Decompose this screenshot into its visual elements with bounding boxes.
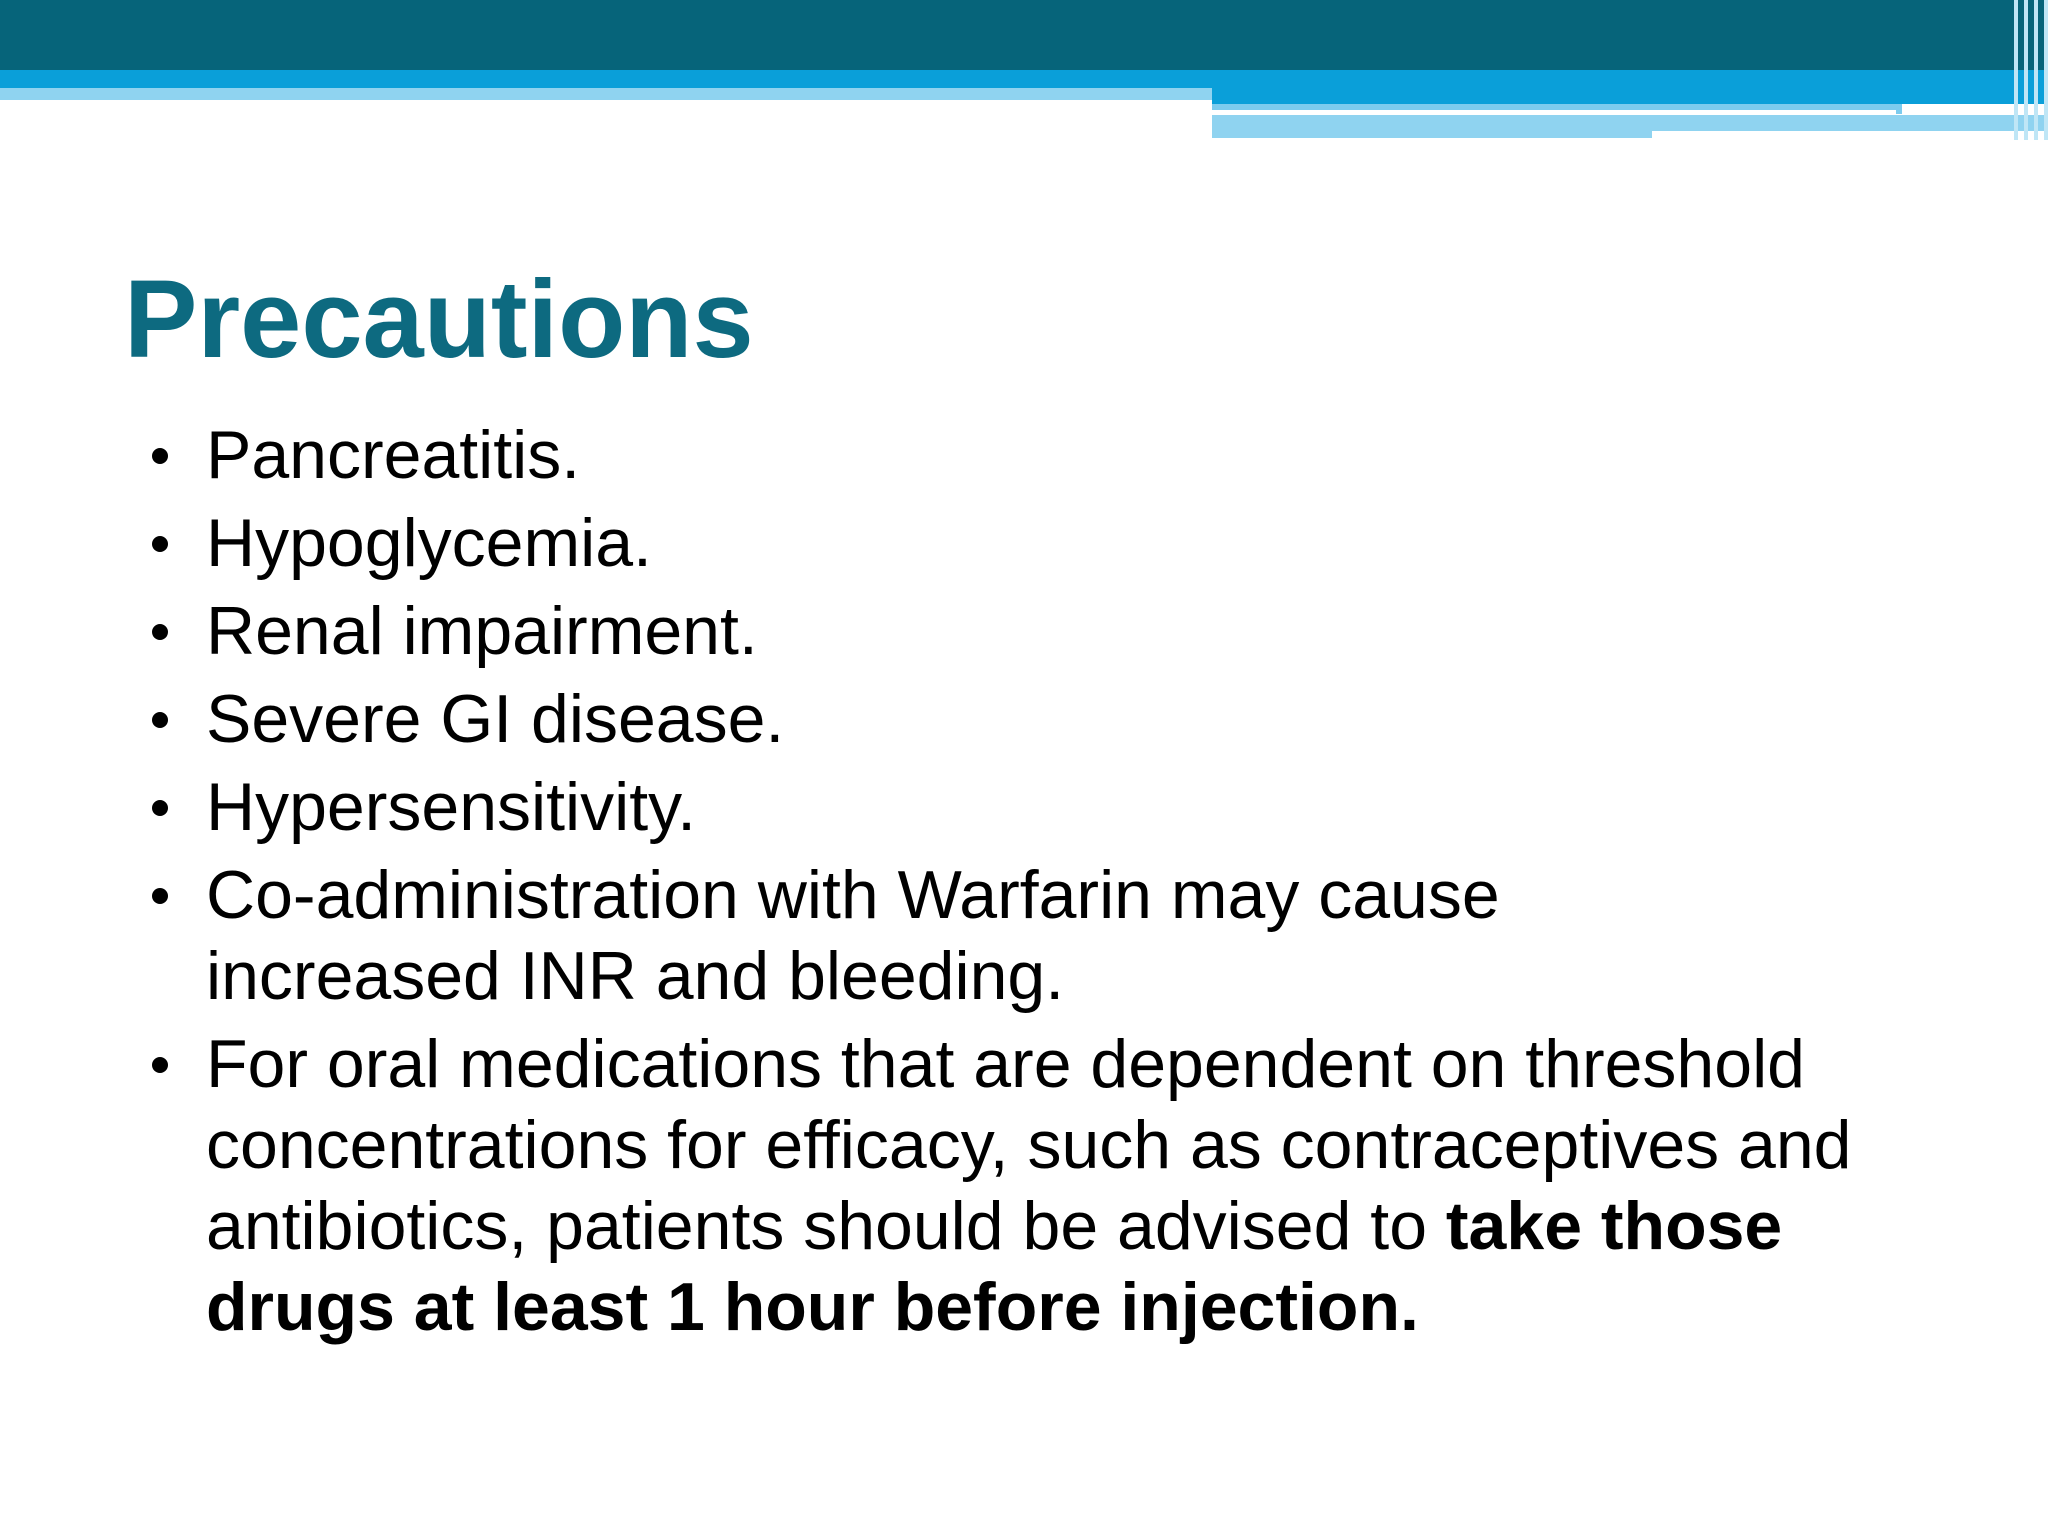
bullet-text: Co-administration with Warfarin may cause increased INR and bleeding. <box>206 857 1500 1014</box>
bullet-item <box>140 591 1940 672</box>
bullet-text: Severe GI disease. <box>206 681 785 757</box>
header-bar-dark <box>0 0 2048 70</box>
bullet-dot-icon <box>152 800 168 816</box>
bullet-dot-icon <box>152 536 168 552</box>
bullet-text: Hypoglycemia. <box>206 505 652 581</box>
bullet-item <box>140 767 1940 848</box>
stripe <box>2014 0 2018 140</box>
header-stripes <box>1988 0 2048 140</box>
header-bar-blue-right <box>1212 70 2048 104</box>
bullet-text: Hypersensitivity. <box>206 769 696 845</box>
slide-title: Precautions <box>124 258 754 381</box>
bullet-item <box>140 415 1940 496</box>
header-bar-light-left <box>0 88 1212 100</box>
bullet-text: For oral medications that are dependent on threshold concentrations for efficacy, such as contraceptives and antibiotics, patients should be advised to <box>206 1026 1852 1264</box>
bullet-dot-icon <box>152 624 168 640</box>
bullet-dot-icon <box>152 888 168 904</box>
bullet-list <box>140 415 1940 1355</box>
bullet-text: Pancreatitis. <box>206 417 581 493</box>
stripe <box>2024 0 2028 140</box>
bullet-dot-icon <box>152 448 168 464</box>
header-bar-blue-left <box>0 70 1212 88</box>
bullet-dot-icon <box>152 1057 168 1073</box>
bullet-item <box>140 679 1940 760</box>
bullet-item <box>140 1024 1986 1348</box>
bullet-dot-icon <box>152 712 168 728</box>
header-bar-light-right-lower <box>1212 115 1652 138</box>
bullet-item <box>140 855 1806 1017</box>
bullet-text: Renal impairment. <box>206 593 758 669</box>
bullet-item <box>140 503 1940 584</box>
stripe <box>2034 0 2038 140</box>
stripe <box>2044 0 2048 140</box>
bullet-text-bold: take those drugs at least 1 hour before injection. <box>206 1188 1783 1345</box>
